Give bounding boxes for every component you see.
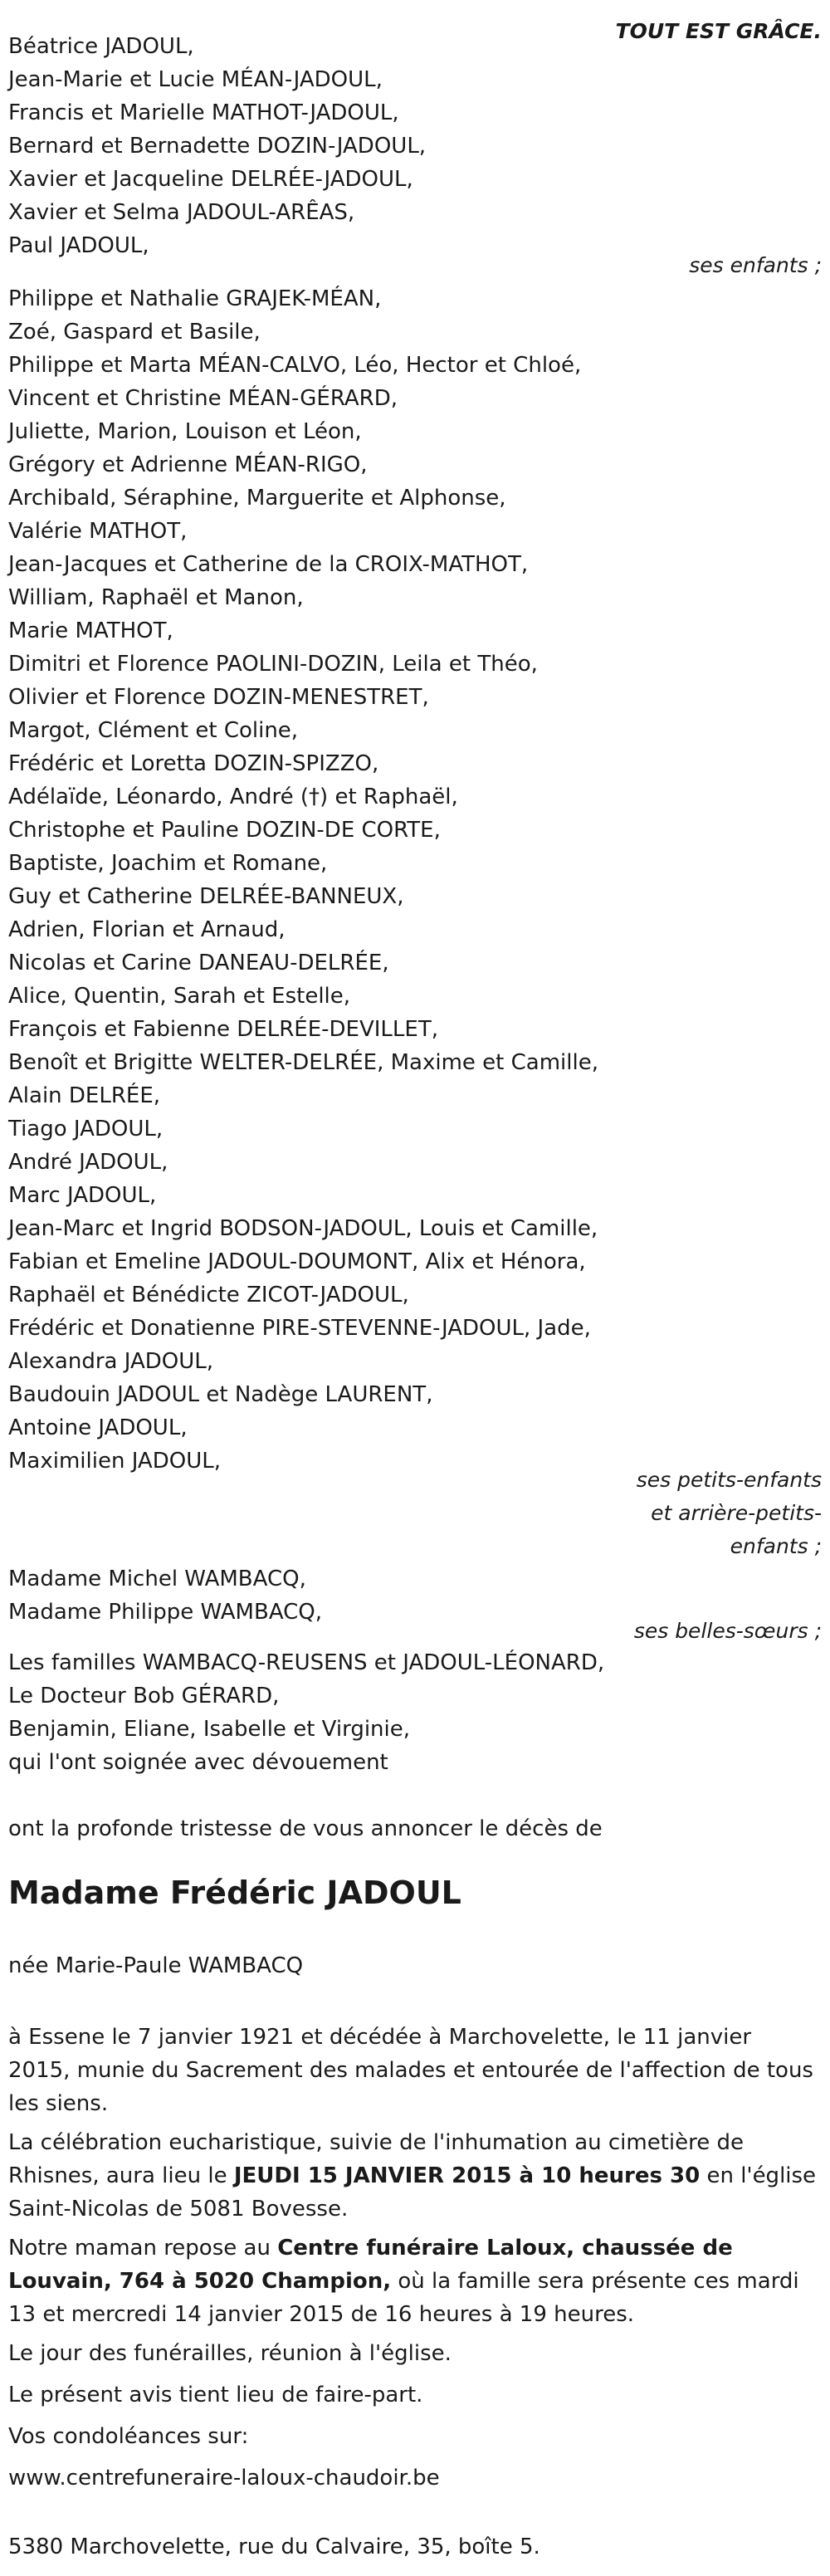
grandchild-33: Alexandra JADOUL, — [8, 1349, 213, 1374]
grandchild-31: Raphaël et Bénédicte ZICOT-JADOUL, — [8, 1283, 409, 1308]
notice-text: Le présent avis tient lieu de faire-part. — [8, 2383, 423, 2407]
grandchild-32: Frédéric et Donatienne PIRE-STEVENNE-JADOUL, Jade, — [8, 1316, 591, 1341]
sister-in-law-2: Madame Philippe WAMBACQ, — [8, 1600, 323, 1625]
grandchild-2: Zoé, Gaspard et Basile, — [8, 320, 261, 345]
grandchild-5: Juliette, Marion, Louison et Léon, — [8, 419, 362, 444]
grandchild-22: Alice, Quentin, Sarah et Estelle, — [8, 984, 351, 1009]
sisters-in-law-label: ses belles-sœurs ; — [633, 1619, 822, 1643]
others-line-1: Les familles WAMBACQ-REUSENS et JADOUL-LÉONARD, — [8, 1650, 605, 1675]
child-5: Xavier et Jacqueline DELRÉE-JADOUL, — [8, 167, 413, 192]
grandchild-20: Adrien, Florian et Arnaud, — [8, 917, 286, 942]
child-4: Bernard et Bernadette DOZIN-JADOUL, — [8, 134, 427, 159]
grandchildren-label-3: enfants ; — [730, 1534, 822, 1558]
grandchild-35: Antoine JADOUL, — [8, 1415, 188, 1440]
birth-death-paragraph: à Essene le 7 janvier 1921 et décédée à Marchovelette, le 11 janvier 2015, munie du Sacrement des malades et entourée de l'affection de tous les siens. — [8, 2025, 813, 2116]
grandchild-25: Alain DELRÉE, — [8, 1083, 161, 1108]
grandchild-28: Marc JADOUL, — [8, 1183, 157, 1208]
others-line-2: Le Docteur Bob GÉRARD, — [8, 1684, 280, 1708]
grandchild-15: Frédéric et Loretta DOZIN-SPIZZO, — [8, 751, 379, 776]
deceased-name: Madame Frédéric JADOUL — [8, 1875, 461, 1911]
motto: TOUT EST GRÂCE. — [615, 19, 822, 43]
grandchild-17: Christophe et Pauline DOZIN-DE CORTE, — [8, 818, 441, 843]
grandchild-14: Margot, Clément et Coline, — [8, 718, 299, 743]
ceremony-text-after: en l'église Saint-Nicolas de 5081 Bovesse. — [8, 2163, 817, 2222]
others-line-4: qui l'ont soignée avec dévouement — [8, 1750, 388, 1775]
grandchild-30: Fabian et Emeline JADOUL-DOUMONT, Alix et Hénora, — [8, 1249, 586, 1274]
rest-text-before: Notre maman repose au — [8, 2236, 278, 2261]
born-name: née Marie-Paule WAMBACQ — [8, 1953, 304, 1978]
grandchildren-label-1: ses petits-enfants — [636, 1468, 822, 1492]
grandchild-27: André JADOUL, — [8, 1150, 168, 1175]
grandchild-9: Jean-Jacques et Catherine de la CROIX-MATHOT, — [8, 552, 529, 577]
grandchild-29: Jean-Marc et Ingrid BODSON-JADOUL, Louis et Camille, — [8, 1216, 598, 1241]
grandchild-12: Dimitri et Florence PAOLINI-DOZIN, Leila et Théo, — [8, 652, 538, 677]
website-link[interactable]: www.centrefuneraire-laloux-chaudoir.be — [8, 2466, 440, 2490]
rest-paragraph — [8, 2231, 818, 2331]
grandchild-3: Philippe et Marta MÉAN-CALVO, Léo, Hector et Chloé, — [8, 353, 582, 378]
children-label: ses enfants ; — [689, 253, 822, 277]
child-1: Béatrice JADOUL, — [8, 34, 194, 59]
grandchild-21: Nicolas et Carine DANEAU-DELRÉE, — [8, 951, 389, 975]
grandchild-11: Marie MATHOT, — [8, 618, 173, 643]
grandchild-16: Adélaïde, Léonardo, André (†) et Raphaël, — [8, 785, 458, 809]
rest-text-after: où la famille sera présente ces mardi 13 et mercredi 14 janvier 2015 de 16 heures à 19 heures. — [8, 2269, 799, 2327]
grandchild-8: Valérie MATHOT, — [8, 519, 188, 544]
reunion-text: Le jour des funérailles, réunion à l'église. — [8, 2341, 452, 2366]
grandchild-4: Vincent et Christine MÉAN-GÉRARD, — [8, 386, 398, 411]
grandchild-10: William, Raphaël et Manon, — [8, 585, 304, 610]
grandchild-1: Philippe et Nathalie GRAJEK-MÉAN, — [8, 286, 382, 311]
others-line-3: Benjamin, Eliane, Isabelle et Virginie, — [8, 1717, 411, 1742]
ceremony-date: JEUDI 15 JANVIER 2015 à 10 heures 30 — [233, 2163, 701, 2188]
grandchild-7: Archibald, Séraphine, Marguerite et Alphonse, — [8, 486, 506, 511]
announcement: ont la profonde tristesse de vous annoncer le décès de — [8, 1816, 603, 1841]
child-7: Paul JADOUL, — [8, 233, 149, 258]
grandchild-24: Benoît et Brigitte WELTER-DELRÉE, Maxime et Camille, — [8, 1050, 598, 1075]
grandchild-13: Olivier et Florence DOZIN-MENESTRET, — [8, 685, 429, 710]
grandchild-34: Baudouin JADOUL et Nadège LAURENT, — [8, 1382, 433, 1407]
rest-place: Centre funéraire Laloux, chaussée de Louvain, 764 à 5020 Champion, — [8, 2236, 733, 2294]
child-3: Francis et Marielle MATHOT-JADOUL, — [8, 100, 399, 125]
grandchild-36: Maximilien JADOUL, — [8, 1449, 221, 1474]
ceremony-paragraph — [8, 2126, 818, 2226]
condolences-label: Vos condoléances sur: — [8, 2424, 249, 2449]
sister-in-law-1: Madame Michel WAMBACQ, — [8, 1567, 306, 1591]
grandchild-18: Baptiste, Joachim et Romane, — [8, 851, 328, 876]
address: 5380 Marchovelette, rue du Calvaire, 35, boîte 5. — [8, 2534, 540, 2559]
ceremony-text-before: La célébration eucharistique, suivie de l'inhumation au cimetière de Rhisnes, aura lieu le — [8, 2130, 745, 2188]
grandchild-23: François et Fabienne DELRÉE-DEVILLET, — [8, 1017, 438, 1042]
child-6: Xavier et Selma JADOUL-ARÊAS, — [8, 200, 355, 225]
grandchild-19: Guy et Catherine DELRÉE-BANNEUX, — [8, 884, 404, 909]
grandchild-26: Tiago JADOUL, — [8, 1117, 164, 1141]
grandchild-6: Grégory et Adrienne MÉAN-RIGO, — [8, 452, 368, 477]
child-2: Jean-Marie et Lucie MÉAN-JADOUL, — [8, 67, 383, 92]
grandchildren-label-2: et arrière-petits- — [651, 1501, 822, 1525]
